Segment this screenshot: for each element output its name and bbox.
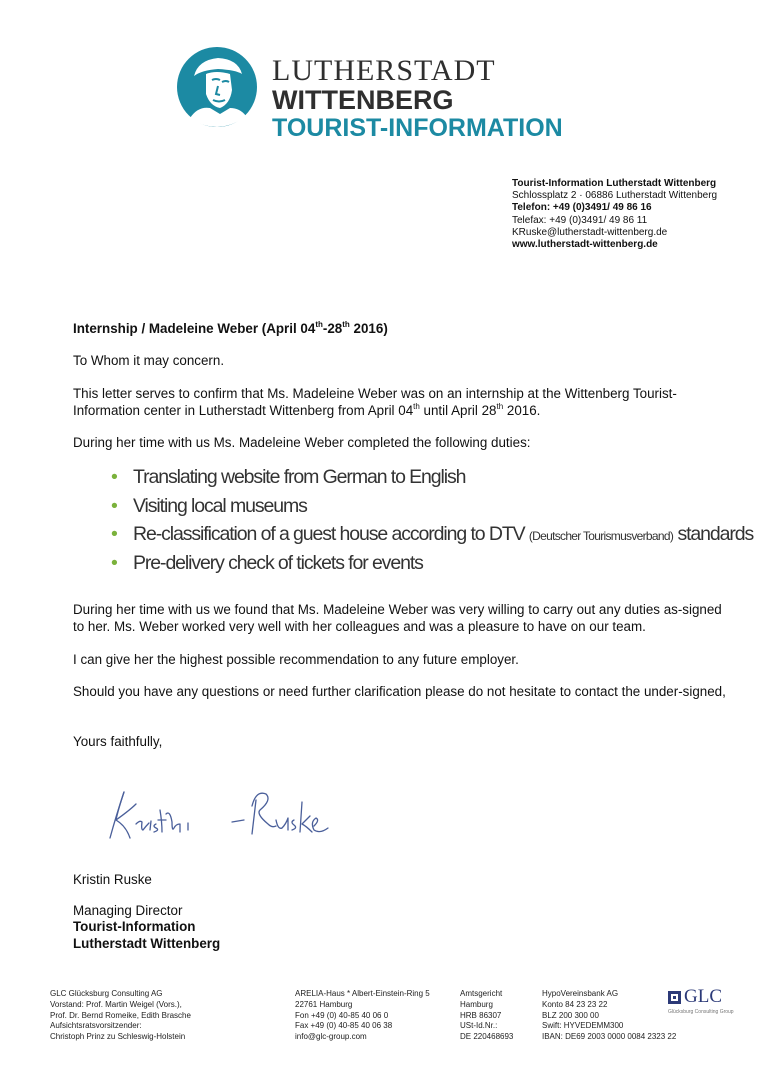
address-name: Tourist-Information Lutherstadt Wittenberg [512,178,717,189]
footer-address-column: ARELIA-Haus * Albert-Einstein-Ring 5 22761 Hamburg Fon +49 (0) 40-85 40 06 0 Fax +49 (0) 40-85 40 06 38 info@glc-group.com [295,989,430,1042]
sender-address-block [512,178,717,251]
bullet-icon: • [111,494,118,517]
signer-name: Kristin Ruske [73,872,152,887]
luther-portrait-logo-icon [176,46,258,128]
letter-closing: Yours faithfully, [73,734,163,749]
list-item: • Re-classification of a guest house according to DTV (Deutscher Tourismusverband) standards [111,523,754,545]
address-fax: Telefax: +49 (0)3491/ 49 86 11 [512,214,648,226]
duties-list [111,466,753,580]
footer-registry-column: Amtsgericht Hamburg HRB 86307 USt-Id.Nr.: DE 220468693 [460,989,514,1042]
bullet-icon: • [111,466,118,488]
letter-subject: Internship / Madeleine Weber (April 04th-28th 2016) [73,320,388,336]
letter-paragraph-2: During her time with us we found that Ms. Madeleine Weber was very willing to carry out any duties as-signed to her. Ms. Weber worked very well with her colleagues and was a pleasure to have on our team. [73,602,722,634]
list-item: • Translating website from German to English [111,466,466,488]
footer-company-column: GLC Glücksburg Consulting AG Vorstand: Prof. Martin Weigel (Vors.), Prof. Dr. Bernd Romeike, Edith Brasche Aufsichtsratsvorsitzender: Christoph Prinz zu Schleswig-Holstein [50,989,191,1042]
duties-intro: During her time with us Ms. Madeleine Weber completed the following duties: [73,435,531,450]
bullet-icon: • [111,523,118,545]
signer-title: Managing Director [73,903,183,918]
address-website[interactable]: www.lutherstadt-wittenberg.de [512,239,658,251]
handwritten-signature [96,780,336,850]
letter-paragraph-3: I can give her the highest possible recommendation to any future employer. [73,652,519,667]
signer-city: Lutherstadt Wittenberg [73,936,221,951]
letter-paragraph-4: Should you have any questions or need further clarification please do not hesitate to contact the under-signed, [73,684,726,699]
letter-greeting: To Whom it may concern. [73,353,225,368]
signer-organization: Tourist-Information [73,919,196,934]
address-email[interactable]: KRuske@lutherstadt-wittenberg.de [512,226,668,238]
bullet-icon: • [111,551,118,574]
logo-line-wittenberg: WITTENBERG [272,85,454,115]
glc-square-icon [668,991,681,1004]
address-street: Schlossplatz 2 · 06886 Lutherstadt Wittenberg [512,190,718,202]
logo-wordmark [272,56,563,141]
glc-logo: GLC Glücksburg Consulting Group [668,986,734,1015]
logo-line-tourist-information: TOURIST-INFORMATION [272,114,563,142]
list-item: • Visiting local museums [111,494,307,517]
address-phone: Telefon: +49 (0)3491/ 49 86 16 [512,202,652,214]
footer-bank-column: HypoVereinsbank AG Konto 84 23 23 22 BLZ 200 300 00 Swift: HYVEDEMM300 IBAN: DE69 2003 0000 0084 2323 22 [542,989,677,1042]
logo-line-lutherstadt: LUTHERSTADT [272,54,496,87]
letter-paragraph-1: This letter serves to confirm that Ms. Madeleine Weber was on an internship at the Wittenberg Tourist-Information center in Lutherstadt Wittenberg from April 04th until April 28th 2016. [73,386,677,418]
list-item: • Pre-delivery check of tickets for events [111,551,423,574]
